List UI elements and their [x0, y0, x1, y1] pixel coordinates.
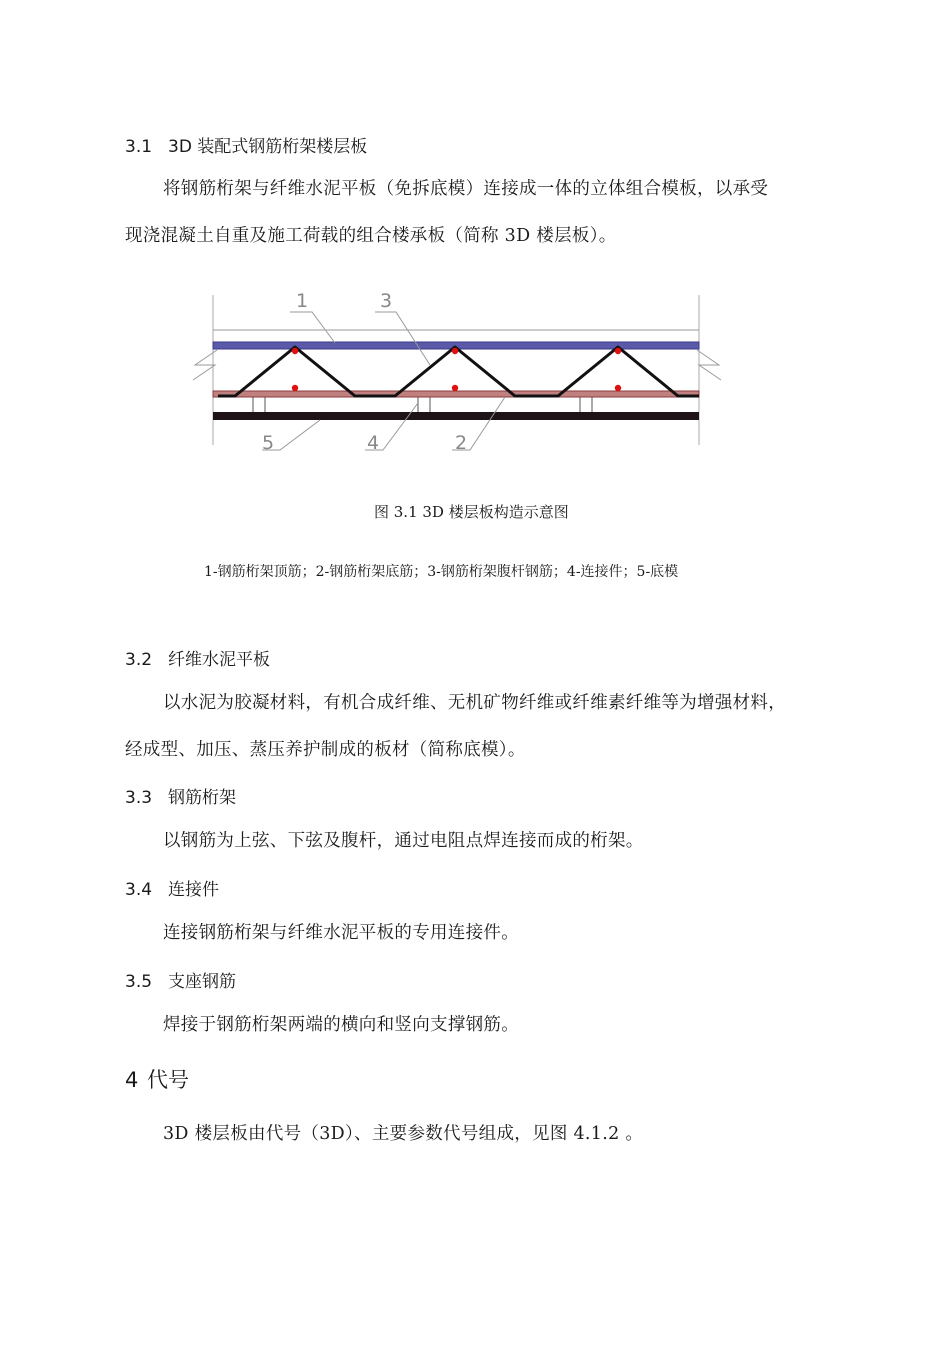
leader-line-1 — [290, 312, 335, 343]
figure-legend: 1-钢筋桁架顶筋；2-钢筋桁架底筋；3-钢筋桁架腹杆钢筋；4-连接件；5-底模 — [204, 564, 679, 580]
chapter-number: 4 — [125, 1068, 139, 1092]
section-title: 连接件 — [168, 880, 219, 900]
label-2: 2 — [455, 432, 468, 454]
leader-line-3 — [375, 312, 430, 365]
section-title: 3D 装配式钢筋桁架楼层板 — [168, 137, 368, 157]
bottom-rebar-dot — [615, 385, 621, 391]
section-3-1-paragraph-line1: 将钢筋桁架与纤维水泥平板（免拆底模）连接成一体的立体组合模板，以承受 — [163, 179, 769, 199]
section-title: 纤维水泥平板 — [168, 650, 270, 670]
section-number: 3.4 — [125, 880, 153, 900]
section-3-4-heading — [125, 875, 219, 900]
label-4: 4 — [367, 432, 380, 454]
top-rebar-dot — [615, 348, 621, 354]
section-number: 3.2 — [125, 650, 153, 670]
label-1: 1 — [296, 290, 309, 312]
top-rebar-dot — [292, 348, 298, 354]
base-formwork — [213, 412, 699, 420]
section-title: 钢筋桁架 — [168, 788, 236, 808]
chapter-4-heading — [125, 1064, 189, 1094]
figure-caption: 图 3.1 3D 楼层板构造示意图 — [374, 503, 569, 521]
floor-slab-diagram — [190, 285, 730, 460]
section-3-1-paragraph-line2: 现浇混凝土自重及施工荷载的组合楼承板（简称 3D 楼层板）。 — [125, 226, 617, 246]
chapter-title: 代号 — [147, 1068, 189, 1092]
chapter-4-paragraph: 3D 楼层板由代号（3D）、主要参数代号组成，见图 4.1.2 。 — [163, 1124, 644, 1144]
section-number: 3.1 — [125, 137, 153, 157]
bottom-rebar-dot — [292, 385, 298, 391]
section-3-3-paragraph: 以钢筋为上弦、下弦及腹杆，通过电阻点焊连接而成的桁架。 — [163, 831, 644, 851]
section-number: 3.5 — [125, 972, 153, 992]
section-number: 3.3 — [125, 788, 153, 808]
section-3-2-paragraph-line2: 经成型、加压、蒸压养护制成的板材（简称底模）。 — [125, 740, 526, 760]
bottom-chord-band — [213, 391, 699, 397]
section-3-3-heading — [125, 783, 236, 808]
section-3-4-paragraph: 连接钢筋桁架与纤维水泥平板的专用连接件。 — [163, 923, 519, 943]
section-3-2-paragraph-line1: 以水泥为胶凝材料，有机合成纤维、无机矿物纤维或纤维素纤维等为增强材料， — [163, 693, 786, 713]
section-3-5-paragraph: 焊接于钢筋桁架两端的横向和竖向支撑钢筋。 — [163, 1015, 519, 1035]
label-5: 5 — [262, 432, 275, 454]
right-break-mark — [697, 350, 721, 380]
truss-web — [218, 347, 699, 396]
top-rebar-dot — [452, 348, 458, 354]
section-3-5-heading — [125, 967, 236, 992]
section-3-2-heading — [125, 645, 270, 670]
section-title: 支座钢筋 — [168, 972, 236, 992]
label-3: 3 — [380, 290, 393, 312]
bottom-rebar-dot — [452, 385, 458, 391]
section-3-1-heading — [125, 132, 367, 157]
